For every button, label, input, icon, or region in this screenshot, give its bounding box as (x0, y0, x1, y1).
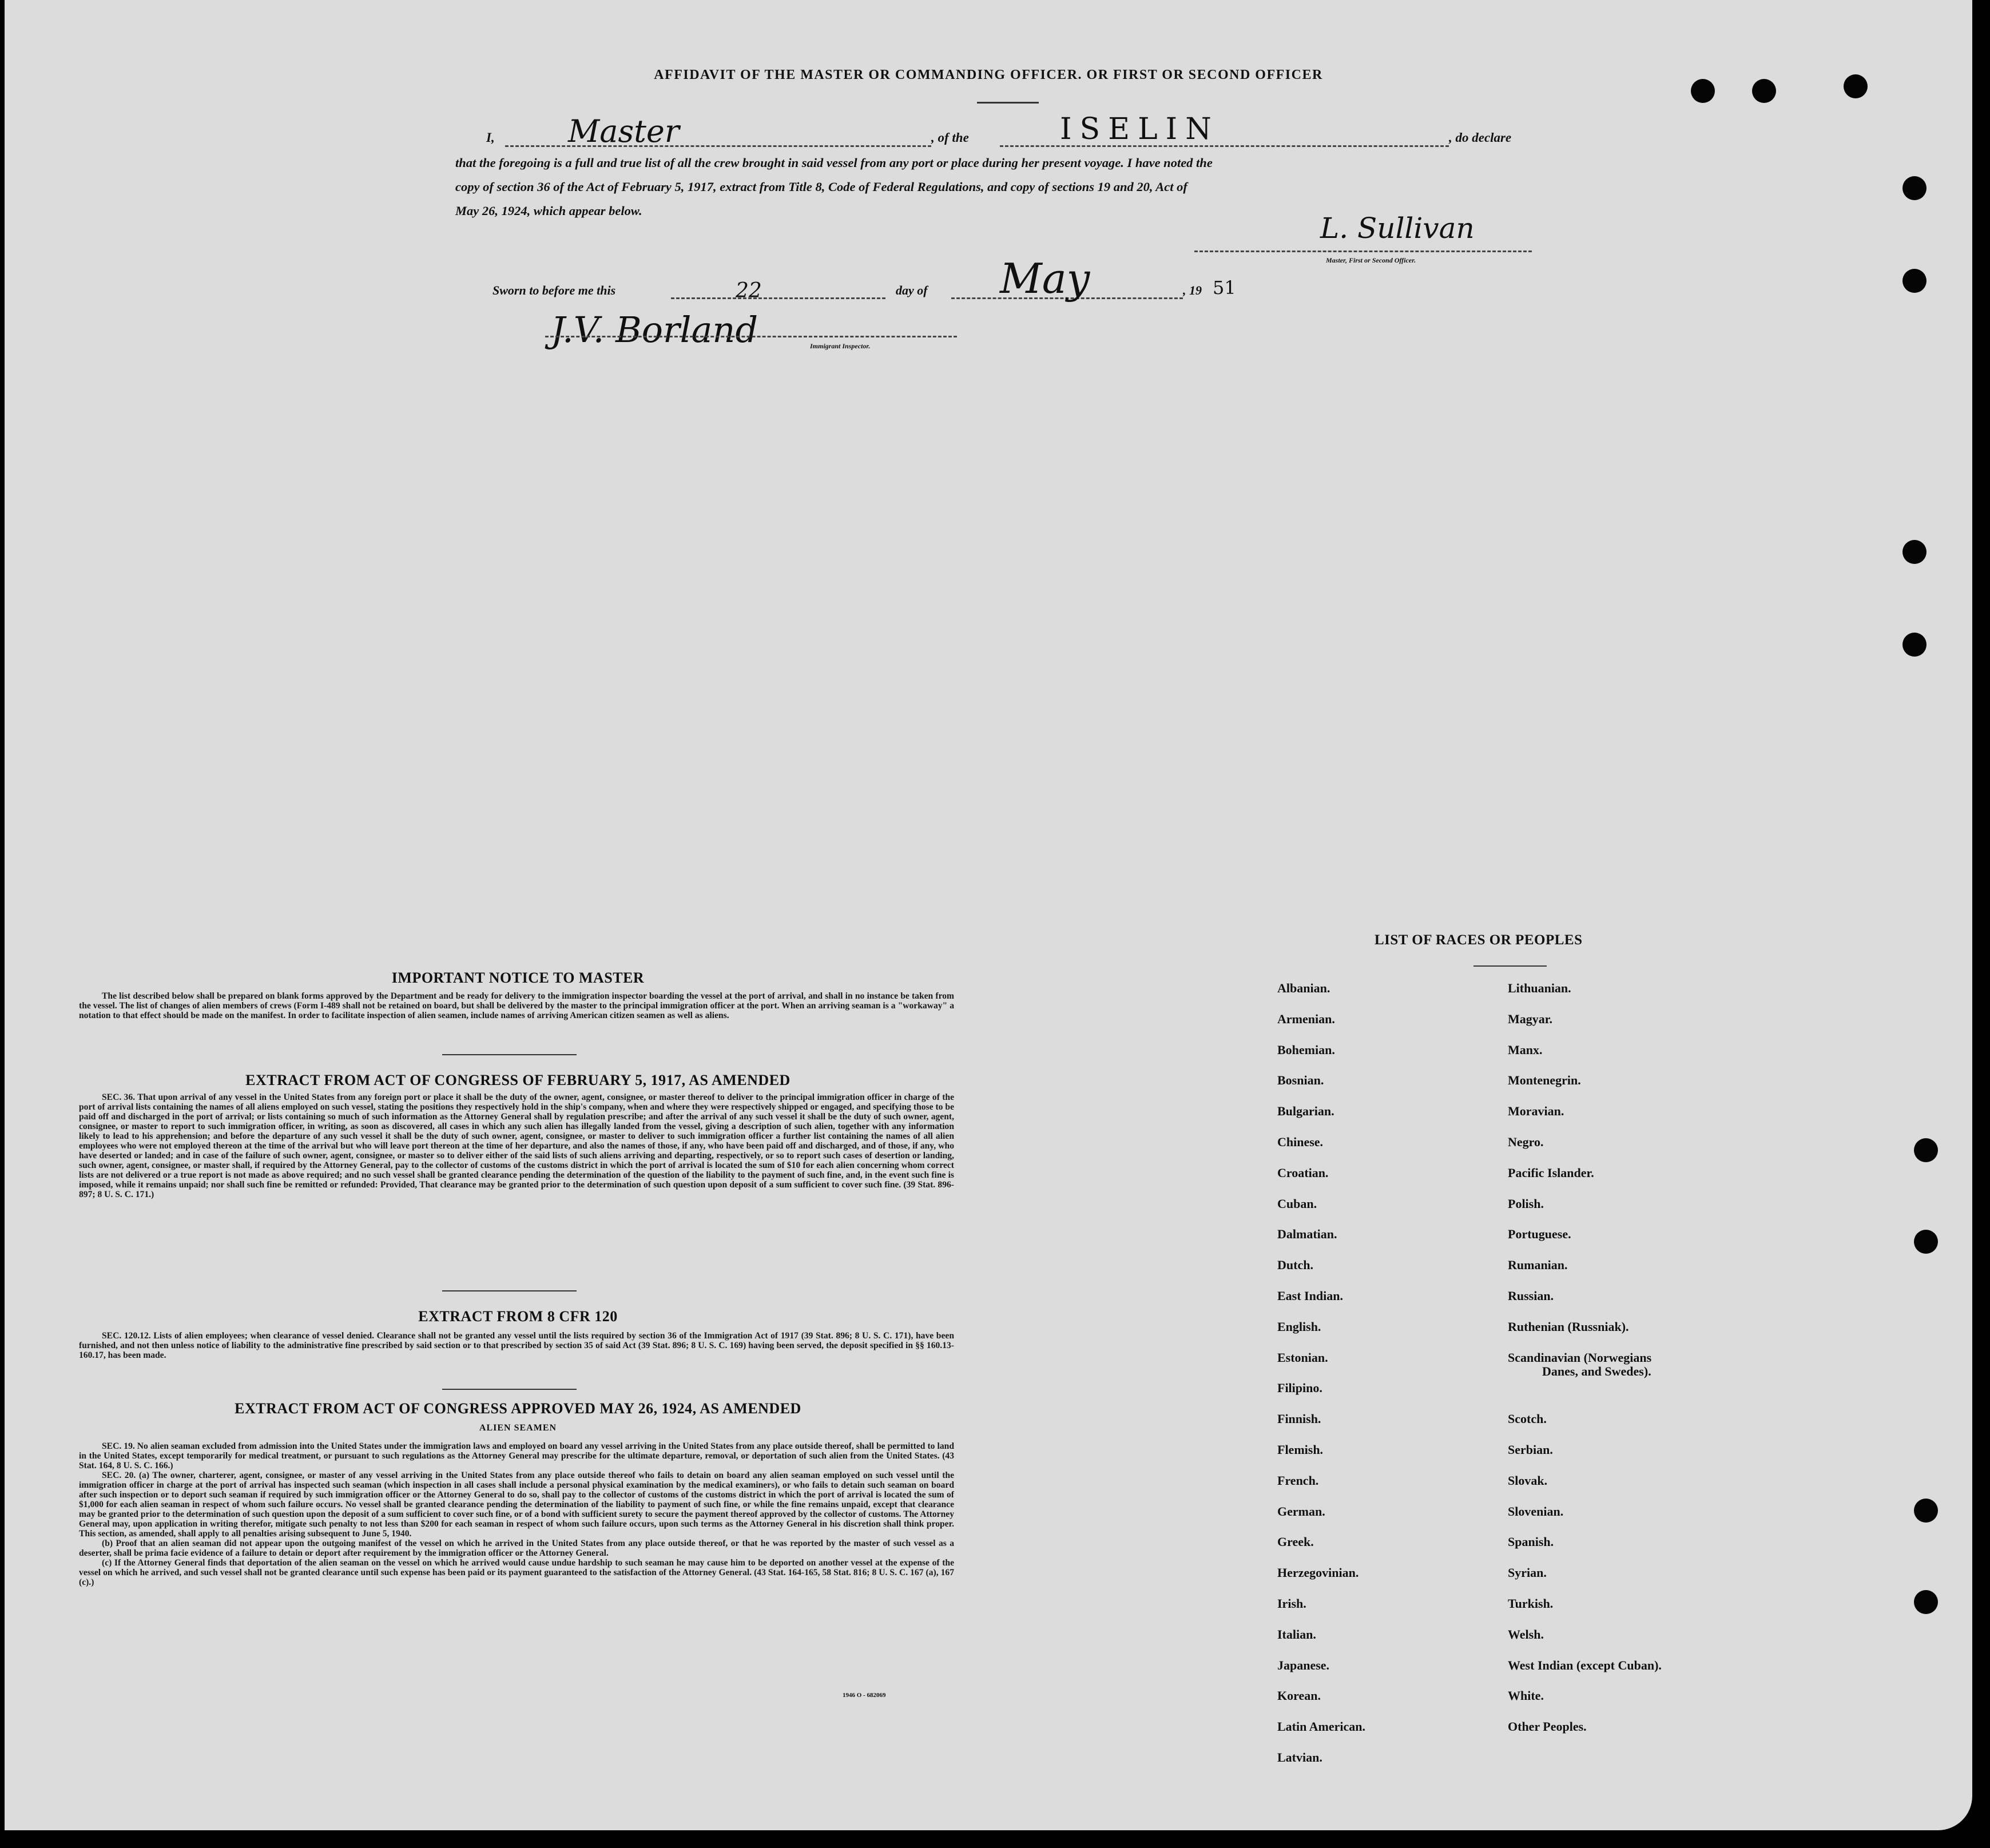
extract-1917-divider (442, 1290, 577, 1291)
race-item: German. (1277, 1504, 1325, 1519)
race-item: Cuban. (1277, 1196, 1317, 1211)
binder-hole (1914, 1499, 1938, 1523)
master-handwritten: Master (568, 113, 680, 149)
race-item: Turkish. (1508, 1596, 1554, 1611)
race-item: Bohemian. (1277, 1042, 1335, 1057)
race-item: Italian. (1277, 1627, 1316, 1642)
sworn-day-handwritten: 22 (736, 279, 762, 303)
race-item: Scandinavian (Norwegians (1508, 1350, 1652, 1365)
notice-paragraph: The list described below shall be prepared on blank forms approved by the Department and be ready for delivery to the immigration inspector boarding the vessel at the port of arrival, and shall in no instance be taken from the vessel. The list of changes of alien members of crews (Form I-489 shall not be retained on board, but shall be delivered by the master to the principal immigration officer at the port. When an arriving seaman is a "workaway" a notation to that effect should be made on the manifest. In order to facilitate inspection of alien seamen, include names of arriving American citizen seamen as well as aliens. (79, 991, 954, 1020)
vessel-handwritten: ISELIN (1060, 112, 1220, 146)
inspector-signature-line (545, 336, 957, 337)
document-page (5, 0, 1972, 1830)
race-item: Bulgarian. (1277, 1104, 1334, 1119)
title-divider (977, 102, 1039, 104)
race-item: East Indian. (1277, 1288, 1343, 1303)
affidavit-line-3: copy of section 36 of the Act of February 5, 1917, extract from Title 8, Code of Federal Regulations, and copy of sections 19 and 20, Act of (455, 180, 1187, 194)
race-item: Manx. (1508, 1042, 1543, 1057)
races-divider (1473, 965, 1547, 967)
section-20b-paragraph: (b) Proof that an alien seaman did not appear upon the outgoing manifest of the vessel on which he arrived in the United States from any place outside thereof, or that he was reported by the master of such vessel as a deserter, shall be prima facie evidence of a failure to detain or deport after requirement by the immigration officer or the Attorney General. (79, 1539, 954, 1558)
race-item: Pacific Islander. (1508, 1165, 1594, 1180)
race-item: White. (1508, 1688, 1544, 1703)
race-item: Rumanian. (1508, 1258, 1568, 1273)
race-item: Moravian. (1508, 1104, 1564, 1119)
race-item: Serbian. (1508, 1442, 1553, 1457)
race-item: Danes, and Swedes). (1542, 1364, 1651, 1378)
race-item: Herzegovinian. (1277, 1565, 1359, 1580)
extract-1924-title: EXTRACT FROM ACT OF CONGRESS APPROVED MAY 26, 1924, AS AMENDED (235, 1400, 801, 1417)
binder-hole (1914, 1230, 1938, 1254)
race-item: West Indian (except Cuban). (1508, 1658, 1662, 1672)
binder-hole (1902, 269, 1927, 293)
extract-1917-title: EXTRACT FROM ACT OF CONGRESS OF FEBRUARY 5, 1917, AS AMENDED (245, 1072, 791, 1088)
race-item: Filipino. (1277, 1381, 1322, 1396)
race-item: French. (1277, 1473, 1319, 1488)
binder-hole (1914, 1590, 1938, 1614)
extract-cfr-title: EXTRACT FROM 8 CFR 120 (418, 1308, 618, 1325)
race-item: Greek. (1277, 1535, 1314, 1549)
binder-hole (1902, 540, 1927, 564)
race-item: Korean. (1277, 1688, 1321, 1703)
race-item: Latin American. (1277, 1719, 1365, 1734)
race-item: Albanian. (1277, 981, 1330, 995)
sworn-month-handwritten: May (1000, 255, 1090, 303)
i-label: I, (486, 130, 495, 145)
affidavit-line-4: May 26, 1924, which appear below. (455, 204, 642, 218)
race-item: Armenian. (1277, 1011, 1335, 1026)
race-item: Montenegrin. (1508, 1073, 1581, 1088)
races-left-column (1277, 981, 1495, 1781)
binder-hole (1902, 633, 1927, 657)
master-caption: Master, First or Second Officer. (1326, 256, 1416, 264)
declare-label: , do declare (1449, 130, 1512, 145)
inspector-caption: Immigrant Inspector. (810, 342, 871, 350)
race-item: Polish. (1508, 1196, 1544, 1211)
race-item: Dutch. (1277, 1258, 1313, 1273)
race-item: Welsh. (1508, 1627, 1544, 1642)
race-item: Japanese. (1277, 1658, 1330, 1672)
race-item: Portuguese. (1508, 1227, 1571, 1242)
race-item: Estonian. (1277, 1350, 1328, 1365)
section-120-12-paragraph: SEC. 120.12. Lists of alien employees; when clearance of vessel denied. Clearance shall not be granted any vessel until the lists required by section 36 of the Immigration Act of 1917 (39 Stat. 896; 8 U. S. C. 171), have been furnished, and not then unless notice of liability to the administrative fine prescribed by said section or to that prescribed by section 35 of said Act (39 Stat. 896; 8 U. S. C. 169) having been served, the deposit specified in §§ 160.13-160.17, has been made. (79, 1331, 954, 1360)
race-item: Scotch. (1508, 1412, 1547, 1426)
extract-cfr-divider (442, 1389, 577, 1390)
affidavit-line-2: that the foregoing is a full and true list of all the crew brought in said vessel from any port or place during her present voyage. I have noted the (455, 156, 1213, 170)
section-20c-paragraph: (c) If the Attorney General finds that deportation of the alien seaman on the vessel on which he arrived would cause undue hardship to such seaman he may cause him to be deported on another vessel at the expense of the vessel on which he arrived, and such vessel shall not be granted clearance until such expense has been paid or its payment guaranteed to the satisfaction of the Attorney General. (43 Stat. 164-165, 58 Stat. 816; 8 U. S. C. 167 (a), 167 (c).) (79, 1558, 954, 1587)
section-20a-paragraph: SEC. 20. (a) The owner, charterer, agent, consignee, or master of any vessel arriving in the United States from any place outside thereof who fails to detain on board any alien seaman employed on such vessel until the immigration officer in charge at the port of arrival has inspected such seaman (which inspection in all cases shall include a personal physical examination by the medical examiners), or who fails to detain such seaman on board after such inspection or to deport such seaman if required by such immigration officer or the Attorney General to do so, shall pay to the collector of customs of the customs district in which the port of arrival is located the sum of $1,000 for each alien seaman in respect of whom such failure occurs. No vessel shall be granted clearance pending the determination of the liability to payment of such fine, or while the fine remains unpaid, except that clearance may be granted prior to the determination of such question upon the deposit of a sum sufficient to cover such fine, or of a bond with sufficient surety to secure the payment thereof approved by the collector of customs. The Attorney General may, upon application in writing therefor, mitigate such penalty to not less than $200 for each seaman in respect of whom such failure occurs, upon such terms as the Attorney General in his discretion shall think proper. This section, as amended, shall apply to all penalties arising subsequent to June 5, 1940. (79, 1471, 954, 1539)
race-item: English. (1277, 1319, 1321, 1334)
races-title: LIST OF RACES OR PEOPLES (1375, 932, 1583, 948)
alien-seamen-subtitle: ALIEN SEAMEN (479, 1423, 557, 1433)
sworn-label: Sworn to before me this (492, 283, 616, 297)
race-item: Chinese. (1277, 1134, 1324, 1149)
print-code: 1946 O - 682069 (843, 1692, 886, 1699)
inspector-signature: J.V. Borland (551, 309, 758, 351)
race-item: Finnish. (1277, 1412, 1321, 1426)
master-signature: L. Sullivan (1320, 212, 1475, 245)
race-item: Syrian. (1508, 1565, 1547, 1580)
extract-1924-text (79, 1441, 954, 1587)
race-item: Flemish. (1277, 1442, 1324, 1457)
sworn-day-line (671, 297, 885, 299)
master-signature-line (1194, 251, 1532, 252)
notice-title: IMPORTANT NOTICE TO MASTER (391, 969, 645, 986)
races-right-column (1508, 981, 1828, 1750)
race-item: Russian. (1508, 1288, 1554, 1303)
notice-text (79, 991, 954, 1020)
race-item: Irish. (1277, 1596, 1306, 1611)
race-item: Latvian. (1277, 1750, 1322, 1764)
extract-cfr-text (79, 1331, 954, 1360)
section-36-paragraph: SEC. 36. That upon arrival of any vessel in the United States from any foreign port or place it shall be the duty of the owner, agent, consignee, or master thereof to deliver to the principal immigration officer in charge of the port of arrival lists containing the names of all aliens employed on such vessel, stating the positions they respectively hold in the ship's company, when and where they were respectively shipped or engaged, and specifying those to be paid off and discharged in the port of arrival; or lists containing so much of such information as the Attorney General shall by regulation prescribe; and after the arrival of any such vessel it shall be the duty of such owner, agent, consignee, or master to report to such immigration officer, in writing, as soon as discovered, all cases in which any such alien has illegally landed from the vessel, giving a description of such alien, together with any information likely to lead to his apprehension; and before the departure of any such vessel it shall be the duty of such owner, agent, consignee, or master to deliver to such immigration officer a further list containing the names of all alien employees who were not employed thereon at the time of the arrival but who will leave port thereon at the time of her departure, and also the names of those, if any, who have been paid off and discharged, and of those, if any, who have deserted or landed; and in case of the failure of such owner, agent, consignee, or master so to deliver either of the said lists of such aliens arriving and departing, respectively, or so to report such cases of desertion or landing, such owner, agent, consignee, or master shall, if required by the Attorney General, pay to the collector of customs of the customs district in which the port of arrival is located the sum of $10 for each alien concerning whom correct lists are not delivered or a true report is not made as above required; and no such vessel shall be granted clearance pending the determination of the question of the liability to the payment of such fine, and, in the event such fine is imposed, while it remains unpaid; nor shall such fine be remitted or refunded: Provided, That clearance may be granted prior to the determination of such question upon deposit of a sum sufficient to cover such fine. (39 Stat. 896-897; 8 U. S. C. 171.) (79, 1092, 954, 1199)
race-item: Bosnian. (1277, 1073, 1324, 1088)
binder-hole (1902, 176, 1927, 200)
race-item: Lithuanian. (1508, 981, 1571, 995)
race-item: Dalmatian. (1277, 1227, 1337, 1242)
notice-divider (442, 1054, 577, 1055)
race-item: Slovenian. (1508, 1504, 1564, 1519)
day-of-label: day of (896, 283, 928, 297)
race-item: Ruthenian (Russniak). (1508, 1319, 1629, 1334)
affidavit-title: AFFIDAVIT OF THE MASTER OR COMMANDING OFFICER. OR FIRST OR SECOND OFFICER (654, 67, 1323, 82)
race-item: Magyar. (1508, 1011, 1553, 1026)
race-item: Slovak. (1508, 1473, 1548, 1488)
year-prefix: , 19 (1183, 283, 1202, 297)
race-item: Other Peoples. (1508, 1719, 1587, 1734)
race-item: Croatian. (1277, 1165, 1329, 1180)
extract-1917-text (79, 1092, 954, 1199)
section-19-paragraph: SEC. 19. No alien seaman excluded from admission into the United States under the immigration laws and employed on board any vessel arriving in the United States from any place outside thereof, shall be permitted to land in the United States, except temporarily for medical treatment, or pursuant to such regulations as the Attorney General may prescribe for the ultimate departure, removal, or deportation of such alien from the United States. (43 Stat. 164, 8 U. S. C. 166.) (79, 1441, 954, 1471)
of-the-label: , of the (931, 130, 969, 145)
race-item: Negro. (1508, 1134, 1544, 1149)
race-item: Spanish. (1508, 1535, 1554, 1549)
binder-hole (1914, 1138, 1938, 1162)
year-handwritten: 51 (1213, 277, 1236, 299)
